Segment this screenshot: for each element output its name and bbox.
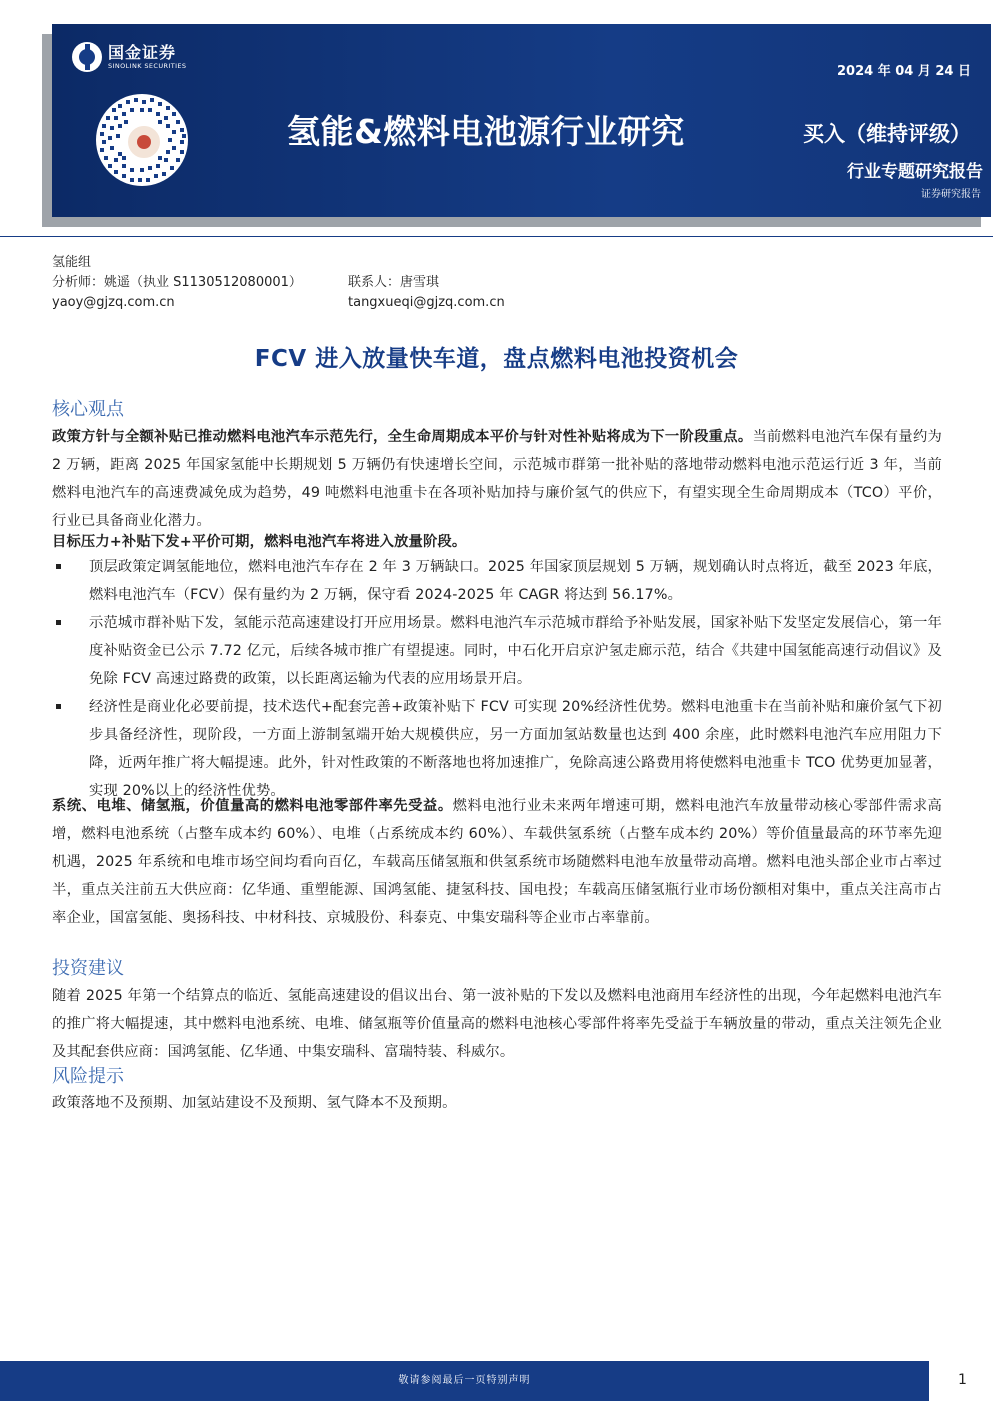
list-item: 经济性是商业化必要前提，技术迭代+配套完善+政策补贴下 FCV 可实现 20%经济性优势。燃料电池重卡在当前补贴和廉价氢气下初步具备经济性，现阶段，一方面上游制氢端开始大规模供应，另一方面加氢站数量也达到 400 余座，此时燃料电池汽车应用阻力下降，近两年推广将大幅提速。此外，针对性政策的不断落地也将加速推广，免除高速公路费用将使燃料电池重卡 TCO 优势更加显著，实现 20%以上的经济性优势。 bbox=[52, 693, 942, 805]
core-paragraph-3 bbox=[52, 792, 942, 932]
list-item: 顶层政策定调氢能地位，燃料电池汽车存在 2 年 3 万辆缺口。2025 年国家顶层规划 5 万辆，规划确认时点将近，截至 2023 年底，燃料电池汽车（FCV）保有量约为 2 万辆，保守看 2024-2025 年 CAGR 将达到 56.17%。 bbox=[52, 553, 942, 609]
core-paragraph-2-lead: 目标压力+补贴下发+平价可期，燃料电池汽车将进入放量阶段。 bbox=[52, 534, 467, 550]
qr-code-icon bbox=[96, 94, 188, 186]
company-logo bbox=[72, 42, 186, 72]
bullet-square-icon bbox=[56, 564, 61, 569]
bullet-square-icon bbox=[56, 620, 61, 625]
core-bullet-list bbox=[52, 553, 942, 805]
risk-heading: 风险提示 bbox=[52, 1066, 124, 1087]
core-view-heading: 核心观点 bbox=[52, 399, 124, 420]
logo-en: SINOLINK SECURITIES bbox=[108, 62, 187, 70]
report-title: FCV 进入放量快车道，盘点燃料电池投资机会 bbox=[254, 346, 739, 372]
report-subtype: 证券研究报告 bbox=[921, 189, 981, 200]
contact-info bbox=[348, 273, 505, 313]
report-header bbox=[52, 24, 991, 217]
core-paragraph-3-body: 燃料电池行业未来两年增速可期，燃料电池汽车放量带动核心零部件需求高增，燃料电池系统（占整车成本约 60%）、电堆（占系统成本约 60%）、车载供氢系统（占整车成本约 20%）等价值量最高的环节率先迎机遇，2025 年系统和电堆市场空间均看向百亿，车载高压储氢瓶和供氢系统市场随燃料电池车放量带动高增。燃料电池头部企业市占率过半，重点关注前五大供应商：亿华通、重塑能源、国鸿氢能、捷氢科技、国电投；车载高压储氢瓶行业市场份额相对集中，重点关注高市占率企业，国富氢能、奥扬科技、中材科技、京城股份、科泰克、中集安瑞科等企业市占率靠前。 bbox=[52, 798, 942, 926]
logo-icon bbox=[72, 42, 102, 72]
core-paragraph-3-lead: 系统、电堆、储氢瓶，价值量高的燃料电池零部件率先受益。 bbox=[52, 798, 453, 814]
rating: 买入（维持评级） bbox=[803, 122, 971, 146]
page-number: 1 bbox=[958, 1372, 967, 1388]
contact-person: 联系人：唐雪琪 bbox=[348, 275, 440, 290]
logo-cn: 国金证券 bbox=[108, 43, 177, 62]
report-type: 行业专题研究报告 bbox=[847, 162, 983, 182]
list-item: 示范城市群补贴下发，氢能示范高速建设打开应用场景。燃料电池汽车示范城市群给予补贴发展，国家补贴下发坚定发展信心，第一年度补贴资金已公示 7.72 亿元，后续各城市推广有望提速。同时，中石化开启京沪氢走廊示范，结合《共建中国氢能高速行动倡议》及免除 FCV 高速过路费的政策，以长距离运输为代表的应用场景开启。 bbox=[52, 609, 942, 693]
investment-advice-text: 随着 2025 年第一个结算点的临近、氢能高速建设的倡议出台、第一波补贴的下发以及燃料电池商用车经济性的出现，今年起燃料电池汽车的推广将大幅提速，其中燃料电池系统、电堆、储氢瓶等价值量高的燃料电池核心零部件将率先受益于车辆放量的带动，重点关注领先企业及其配套供应商：国鸿氢能、亿华通、中集安瑞科、富瑞特装、科威尔。 bbox=[52, 988, 942, 1060]
analyst-email[interactable]: yaoy@gjzq.com.cn bbox=[52, 295, 175, 310]
disclaimer-note[interactable]: 敬请参阅最后一页特别声明 bbox=[398, 1375, 531, 1386]
header-divider bbox=[0, 236, 993, 237]
core-paragraph-1-lead: 政策方针与全额补贴已推动燃料电池汽车示范先行，全生命周期成本平价与针对性补贴将成为下一阶段重点。 bbox=[52, 429, 753, 445]
analyst: 分析师：姚遥（执业 S1130512080001） bbox=[52, 275, 302, 290]
contact-email[interactable]: tangxueqi@gjzq.com.cn bbox=[348, 295, 505, 310]
industry-title: 氢能&燃料电池源行业研究 bbox=[287, 112, 685, 151]
core-paragraph-1 bbox=[52, 423, 942, 535]
core-paragraph-1-body: 当前燃料电池汽车保有量约为 2 万辆，距离 2025 年国家氢能中长期规划 5 万辆仍有快速增长空间，示范城市群第一批补贴的落地带动燃料电池示范运行近 3 年，当前燃料电池汽车的高速费减免成为趋势，49 吨燃料电池重卡在各项补贴加持与廉价氢气的供应下，有望实现全生命周期成本（TCO）平价，行业已具备商业化潜力。 bbox=[52, 429, 942, 529]
investment-advice-heading: 投资建议 bbox=[52, 958, 124, 979]
author-info bbox=[52, 253, 302, 313]
qr-center-logo-icon bbox=[126, 124, 162, 160]
footer-disclaimer-bar bbox=[0, 1361, 929, 1401]
report-date: 2024 年 04 月 24 日 bbox=[837, 64, 971, 79]
bullet-square-icon bbox=[56, 704, 61, 709]
research-group: 氢能组 bbox=[52, 255, 92, 270]
risk-text: 政策落地不及预期、加氢站建设不及预期、氢气降本不及预期。 bbox=[52, 1095, 457, 1111]
core-paragraph-2 bbox=[52, 528, 942, 556]
